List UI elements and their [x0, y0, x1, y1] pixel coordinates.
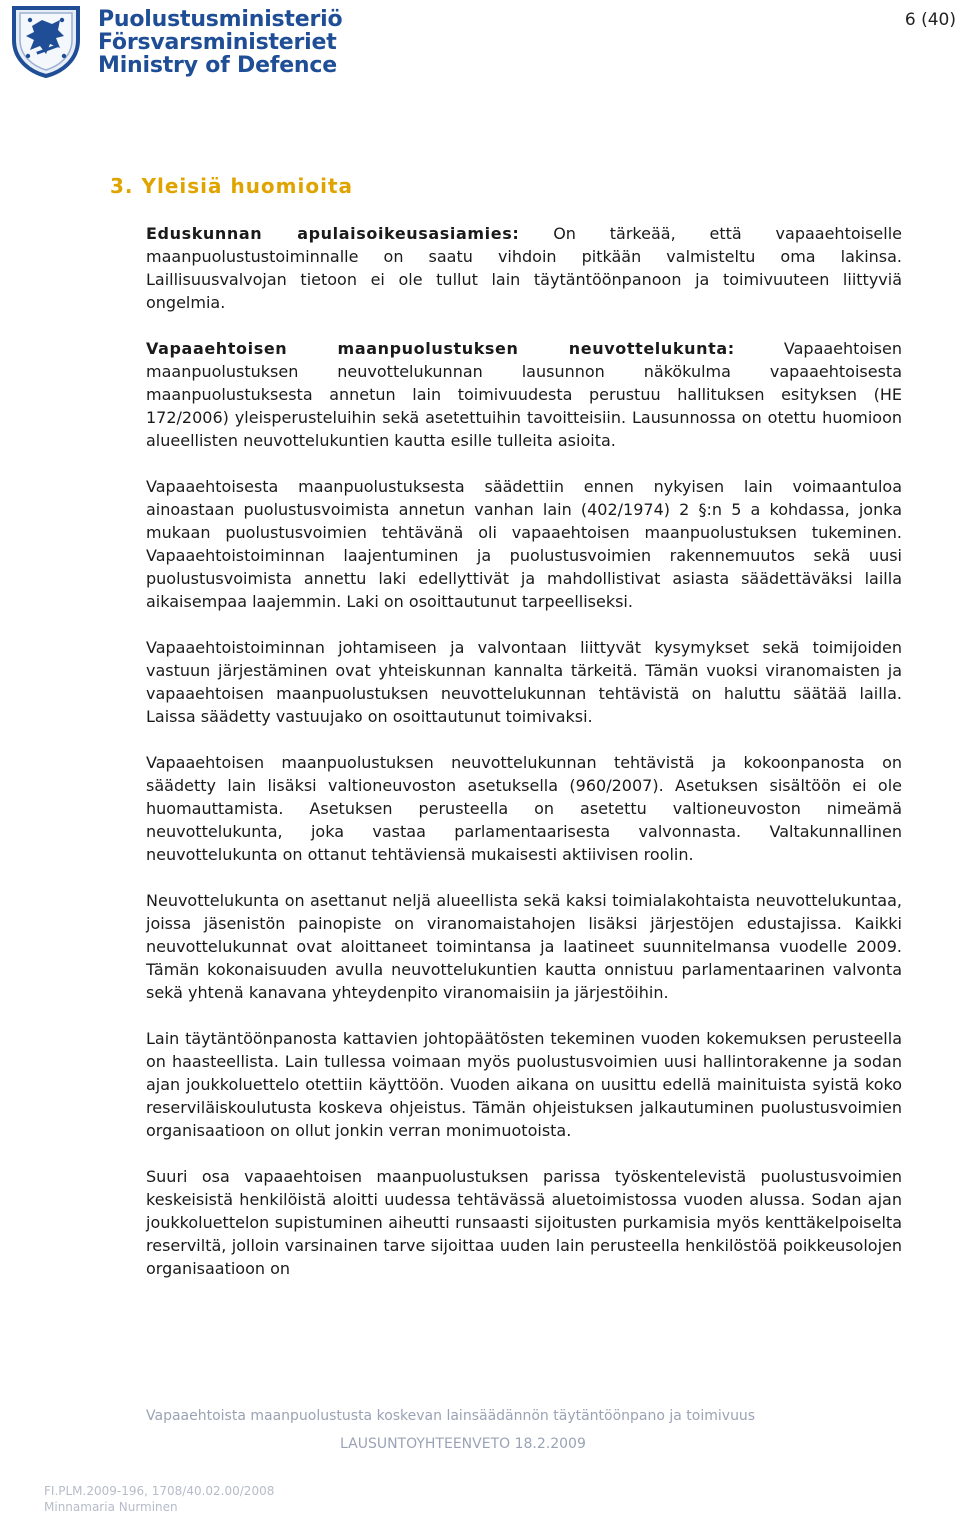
- footer-author: Minnamaria Nurminen: [44, 1500, 178, 1514]
- footer-title: Vapaaehtoista maanpuolustusta koskevan lainsäädännön täytäntöönpano ja toimivuus: [146, 1408, 756, 1424]
- paragraph: Suuri osa vapaaehtoisen maanpuolustuksen parissa työskentelevistä puolustusvoimien keskeisistä henkilöistä aloitti uudessa tehtävässä aluetoimistossa vuoden alussa. Sodan ajan joukkoluettelon supistuminen aiheutti runsaasti sijoitusten purkamisia myös kenttäkelpoiselta reserviltä, jolloin varsinainen tarve sijoittaa uuden lain perusteella henkilöstöä poikkeusolojen organisaatioon on: [146, 1167, 902, 1278]
- paragraph-lead: Eduskunnan apulaisoikeusasiamies:: [146, 224, 520, 243]
- logo-text-fi: Puolustusministeriö: [98, 7, 343, 32]
- coat-of-arms-icon: [6, 4, 86, 78]
- paragraph-ombudsman: [146, 222, 902, 314]
- paragraph-lead: Vapaaehtoisen maanpuolustuksen neuvottelukunta:: [146, 339, 735, 358]
- paragraph: Vapaaehtoisesta maanpuolustuksesta säädettiin ennen nykyisen lain voimaantuloa ainoastaan puolustusvoimista annetun vanhan lain (402/1974) 2 §:n 5 a kohdassa, jonka mukaan puolustusvoimien tehtävänä oli vapaaehtoisen maanpuolustuksen tukeminen. Vapaaehtoistoiminnan laajentuminen ja puolustusvoimien rakennemuutos sekä uusi puolustusvoimista annettu laki edellyttivät ja mahdollistivat asiasta säädettäväksi lailla aikaisempaa laajemmin. Laki on osoittautunut tarpeelliseksi.: [146, 477, 902, 611]
- paragraph: Neuvottelukunta on asettanut neljä alueellista sekä kaksi toimialakohtaista neuvottelukuntaa, joissa jäsenistön painopiste on viranomaistahojen lisäksi järjestöjen edustajissa. Kaikki neuvottelukunnat ovat aloittaneet toimintansa ja laatineet suunnitelmansa vuodelle 2009. Tämän kokonaisuuden avulla neuvottelukuntien kautta onnistuu parlamentaarinen valvonta sekä yhtenä kanavana yhteydenpito viranomaisiin ja järjestöihin.: [146, 891, 902, 1002]
- logo-text-sv: Försvarsministeriet: [98, 30, 337, 55]
- paragraph: Vapaaehtoisen maanpuolustuksen neuvottelukunnan tehtävistä ja kokoonpanosta on säädetty lain lisäksi valtioneuvoston asetuksella (960/2007). Asetuksen sisältöön ei ole huomauttamista. Asetuksen perusteella on asetettu valtioneuvoston nimeämä neuvottelukunta, joka vastaa parlamentaarisesta valvonnasta. Valtakunnallinen neuvottelukunta on ottanut tehtäviensä mukaisesti aktiivisen roolin.: [146, 753, 902, 864]
- document-body: [146, 222, 902, 1280]
- logo-text-en: Ministry of Defence: [98, 53, 337, 78]
- footer-reference: FI.PLM.2009-196, 1708/40.02.00/2008: [44, 1484, 275, 1498]
- paragraph: Vapaaehtoistoiminnan johtamiseen ja valvontaan liittyvät kysymykset sekä toimijoiden vastuun järjestäminen ovat yhteiskunnan kannalta tärkeitä. Tämän vuoksi viranomaisten ja vapaaehtoisen maanpuolustuksen neuvottelukunnan tehtävistä on haluttu säätää lailla. Laissa säädetty vastuujako on osoittautunut toimivaksi.: [146, 638, 902, 726]
- page-number: 6 (40): [904, 10, 956, 30]
- ministry-logo: [6, 4, 346, 78]
- paragraph-text: Vapaaehtoisen maanpuolustuksen neuvottelukunnan lausunnon näkökulma vapaaehtoisesta maanpuolustuksesta annetun lain toimivuudesta perustuu hallituksen esityksen (HE 172/2006) yleisperusteluihin sekä asetettuihin tavoitteisiin. Lausunnossa on otettu huomioon alueellisten neuvottelukuntien kautta esille tulleita asioita.: [146, 339, 902, 450]
- footer-subtitle: LAUSUNTOYHTEENVETO 18.2.2009: [340, 1436, 586, 1452]
- paragraph: Lain täytäntöönpanosta kattavien johtopäätösten tekeminen vuoden kokemuksen perusteella on haasteellista. Lain tullessa voimaan myös puolustusvoimien uusi hallintorakenne ja sodan ajan joukkoluettelo otettiin käyttöön. Vuoden aikana on uusittu edellä mainituista syistä koko reserviläiskoulutusta koskeva ohjeistus. Tämän ohjeistuksen jalkautuminen puolustusvoimien organisaatioon on ollut jonkin verran monimuotoista.: [146, 1029, 902, 1140]
- section-heading: 3. Yleisiä huomioita: [110, 174, 354, 198]
- paragraph-advisory-board: [146, 337, 902, 452]
- paragraph-text: On tärkeää, että vapaaehtoiselle maanpuolustustoiminnalle on saatu vihdoin pitkään valmisteltu oma lakinsa. Laillisuusvalvojan tietoon ei ole tullut lain täytäntöönpanoon ja toimivuuteen liittyviä ongelmia.: [146, 224, 902, 312]
